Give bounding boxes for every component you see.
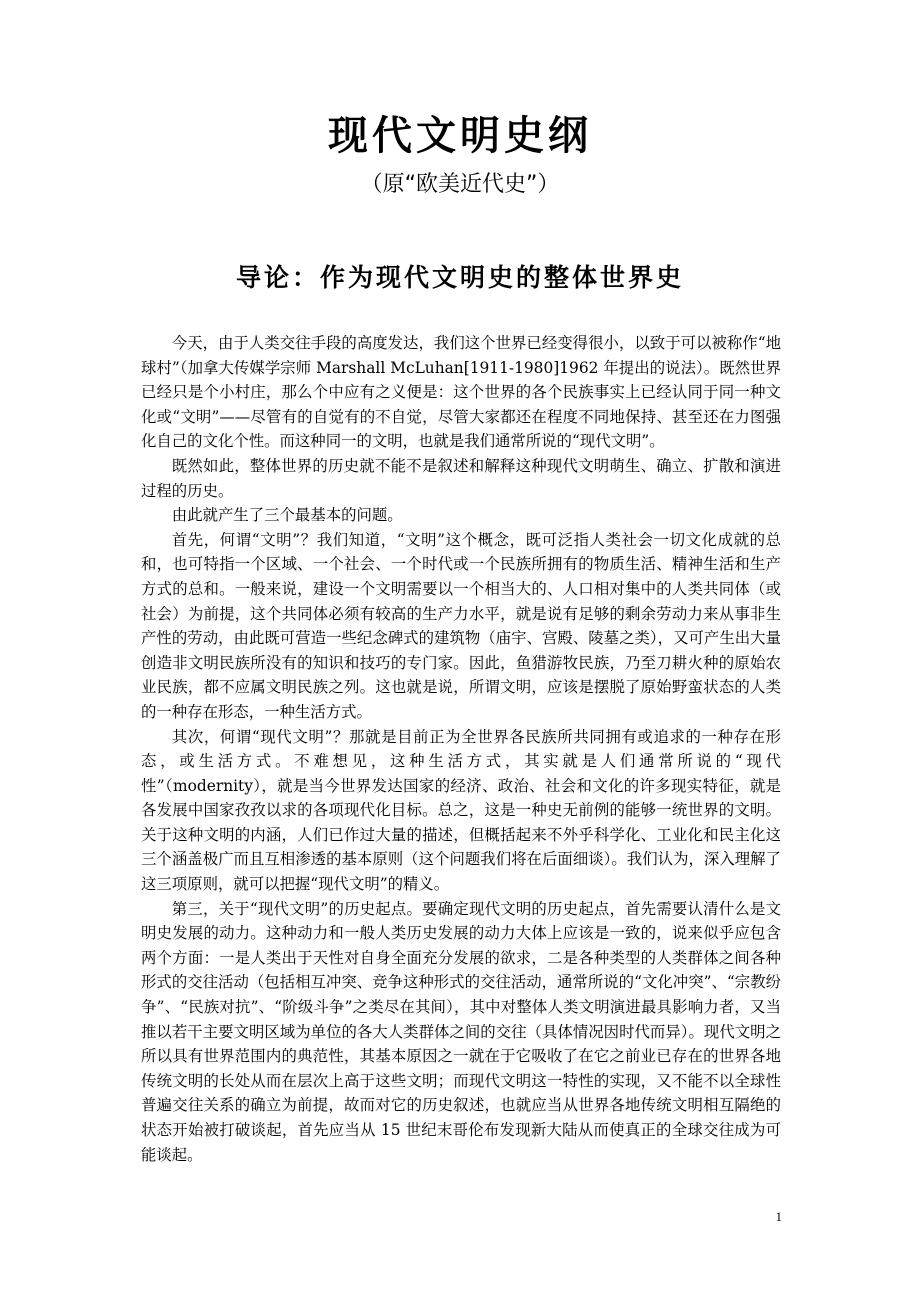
section-heading: 导论：作为现代文明史的整体世界史 bbox=[235, 263, 684, 292]
paragraph-6: 第三，关于“现代文明”的历史起点。要确定现代文明的历史起点，首先需要认清什么是文明史发展的动力。这种动力和一般人类历史发展的动力大体上应该是一致的，说来似乎应包含两个方面：一是人类出于天性对自身全面充分发展的欲求，二是各种类型的人类群体之间各种形式的交往活动（包括相互冲突、竞争这种形式的交往活动，通常所说的“文化冲突”、“宗教纷争”、“民族对抗”、“阶级斗争”之类尽在其间），其中对整体人类文明演进最具影响力者，又当推以若干主要文明区域为单位的各大人类群体之间的交往（具体情况因时代而异）。现代文明之所以具有世界范围内的典范性，其基本原因之一就在于它吸收了在它之前业已存在的世界各地传统文明的长处从而在层次上高于这些文明；而现代文明这一特性的实现，又不能不以全球性普遍交往关系的确立为前提，故而对它的历史叙述，也就应当从世界各地传统文明相互隔绝的状态开始被打破谈起，首先应当从 15 世纪末哥伦布发现新大陆从而使真正的全球交往成为可能谈起。 bbox=[141, 899, 781, 1164]
document-subtitle: （原“欧美近代史”） bbox=[360, 172, 560, 197]
page-number: 1 bbox=[775, 1209, 782, 1224]
body-text bbox=[141, 331, 781, 1167]
document-title: 现代文明史纲 bbox=[328, 113, 592, 159]
paragraph-3: 由此就产生了三个最基本的问题。 bbox=[171, 506, 403, 525]
paragraph-1: 今天，由于人类交往手段的高度发达，我们这个世界已经变得很小，以致于可以被称作“地球村”（加拿大传媒学宗师 Marshall McLuhan[1911-1980]1962 年提出的说法）。既然世界已经只是个小村庄，那么个中应有之义便是：这个世界的各个民族事实上已经认同于同一种文化或“文明”——尽管有的自觉有的不自觉，尽管大家都还在程度不同地保持、甚至还在力图强化自己的文化个性。而这种同一的文明，也就是我们通常所说的“现代文明”。 bbox=[141, 334, 781, 451]
paragraph-2: 既然如此，整体世界的历史就不能不是叙述和解释这种现代文明萌生、确立、扩散和演进过程的历史。 bbox=[141, 456, 781, 500]
paragraph-5: 其次，何谓“现代文明”？那就是目前正为全世界各民族所共同拥有或追求的一种存在形态，或生活方式。不难想见，这种生活方式，其实就是人们通常所说的“现代性”（modernity），就是当今世界发达国家的经济、政治、社会和文化的许多现实特征，就是各发展中国家孜孜以求的各项现代化目标。总之，这是一种史无前例的能够一统世界的文明。关于这种文明的内涵，人们已作过大量的描述，但概括起来不外乎科学化、工业化和民主化这三个涵盖极广而且互相渗透的基本原则（这个问题我们将在后面细谈）。我们认为，深入理解了这三项原则，就可以把握“现代文明”的精义。 bbox=[141, 727, 781, 894]
paragraph-4: 首先，何谓“文明”？我们知道，“文明”这个概念，既可泛指人类社会一切文化成就的总和，也可特指一个区域、一个社会、一个时代或一个民族所拥有的物质生活、精神生活和生产方式的总和。一般来说，建设一个文明需要以一个相当大的、人口相对集中的人类共同体（或社会）为前提，这个共同体必须有较高的生产力水平，就是说有足够的剩余劳动力来从事非生产性的劳动，由此既可营造一些纪念碑式的建筑物（庙宇、宫殿、陵墓之类），又可产生出大量创造非文明民族所没有的知识和技巧的专门家。因此，鱼猎游牧民族，乃至刀耕火种的原始农业民族，都不应属文明民族之列。这也就是说，所谓文明，应该是摆脱了原始野蛮状态的人类的一种存在形态，一种生活方式。 bbox=[141, 530, 781, 721]
